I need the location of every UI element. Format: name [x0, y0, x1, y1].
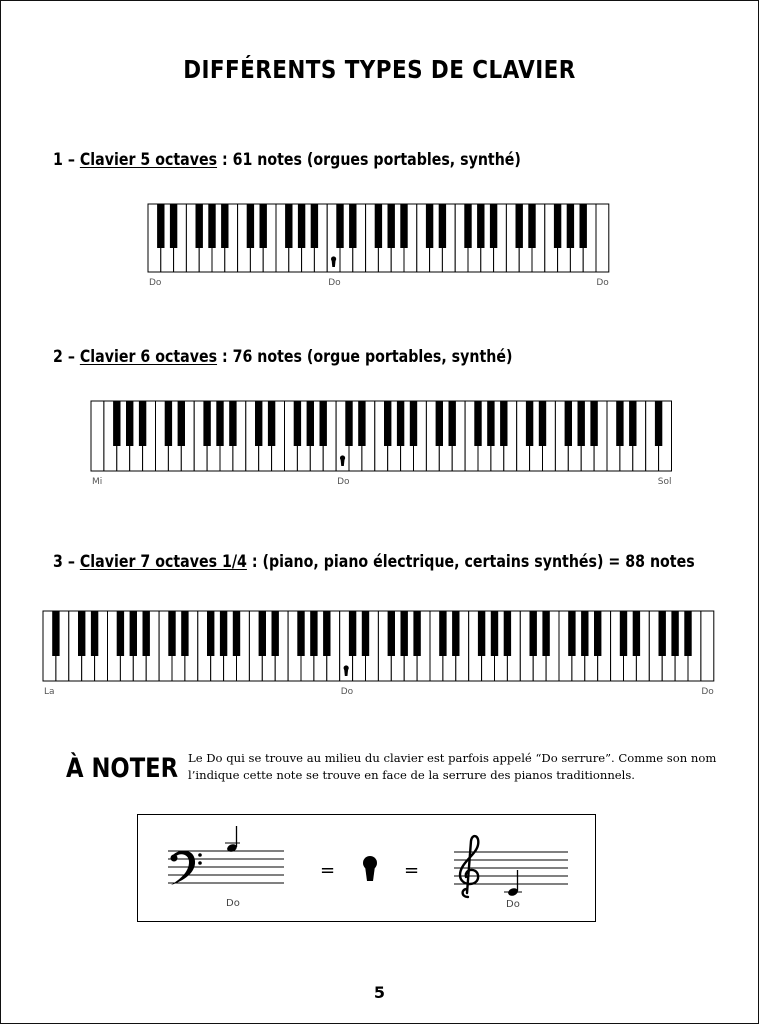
black-key [487, 401, 494, 446]
black-key [181, 611, 188, 656]
black-key [580, 204, 587, 248]
black-key [388, 611, 395, 656]
black-key [565, 401, 572, 446]
black-key [255, 401, 262, 446]
bass-clef-icon [171, 851, 202, 885]
note-title: À NOTER [66, 753, 179, 784]
black-key [568, 611, 575, 656]
black-key [500, 401, 507, 446]
black-key [220, 611, 227, 656]
black-key [285, 204, 292, 248]
keyboard-note-label: La [44, 687, 55, 697]
section-title: Clavier 5 octaves [79, 150, 218, 169]
black-key [311, 204, 318, 248]
section-heading-2 [53, 347, 512, 366]
black-key [477, 204, 484, 248]
black-key [345, 401, 352, 446]
white-key [596, 204, 609, 272]
black-key [413, 611, 420, 656]
black-key [526, 401, 533, 446]
black-key [358, 401, 365, 446]
section-description: : (piano, piano électrique, certains synthés) = 88 notes [246, 552, 695, 571]
bass-staff [168, 851, 284, 883]
keyboard-7-octaves [40, 610, 720, 700]
black-key [113, 401, 120, 446]
black-key [620, 611, 627, 656]
black-key [397, 401, 404, 446]
white-key [91, 401, 104, 471]
page-number: 5 [373, 983, 386, 1002]
black-key [310, 611, 317, 656]
section-number: 1 – [53, 150, 80, 169]
section-title: Clavier 6 octaves [79, 347, 218, 366]
section-description: : 61 notes (orgues portables, synthé) [217, 150, 521, 169]
page-title: DIFFÉRENTS TYPES DE CLAVIER [183, 55, 576, 84]
black-key [388, 204, 395, 248]
bass-note-label: Do [226, 898, 240, 909]
black-key [126, 401, 133, 446]
black-key [168, 611, 175, 656]
keyboard-note-label: Do [340, 687, 354, 697]
section-description: : 76 notes (orgue portables, synthé) [217, 347, 513, 366]
equals-sign: = [320, 860, 336, 881]
keyhole-icon [363, 856, 377, 881]
black-key [449, 401, 456, 446]
black-key [349, 204, 356, 248]
keyboard-note-label: Do [701, 687, 714, 697]
black-key [272, 611, 279, 656]
black-key [464, 204, 471, 248]
black-key [323, 611, 330, 656]
black-key [268, 401, 275, 446]
black-key [178, 401, 185, 446]
black-key [207, 611, 214, 656]
black-key [594, 611, 601, 656]
treble-note-label: Do [506, 899, 520, 910]
black-key [260, 204, 267, 248]
black-key [490, 204, 497, 248]
black-key [52, 611, 59, 656]
black-key [436, 401, 443, 446]
black-key [491, 611, 498, 656]
black-key [400, 204, 407, 248]
black-key [401, 611, 408, 656]
black-key [216, 401, 223, 446]
black-key [221, 204, 228, 248]
black-key [439, 611, 446, 656]
keyboard-6-octaves [88, 400, 676, 490]
equals-sign: = [404, 860, 420, 881]
black-key [208, 204, 215, 248]
keyboard-note-label: Do [337, 477, 350, 487]
black-key [143, 611, 150, 656]
black-key [229, 401, 236, 446]
black-key [233, 611, 240, 656]
black-key [516, 204, 523, 248]
keyboard-note-label: Do [149, 278, 162, 288]
black-key [504, 611, 511, 656]
staff-comparison-box [137, 814, 596, 922]
section-heading-3 [53, 552, 695, 571]
black-key [157, 204, 164, 248]
black-key [259, 611, 266, 656]
black-key [633, 611, 640, 656]
black-key [336, 204, 343, 248]
black-key [298, 204, 305, 248]
black-key [320, 401, 327, 446]
treble-clef-icon [460, 836, 478, 897]
black-key [655, 401, 662, 446]
keyboard-note-label: Sol [657, 477, 672, 487]
keyboard-note-label: Do [596, 278, 609, 288]
black-key [384, 401, 391, 446]
black-key [91, 611, 98, 656]
section-title: Clavier 7 octaves 1/4 [79, 552, 247, 571]
black-key [410, 401, 417, 446]
black-key [117, 611, 124, 656]
black-key [659, 611, 666, 656]
black-key [362, 611, 369, 656]
black-key [478, 611, 485, 656]
black-key [375, 204, 382, 248]
black-key [439, 204, 446, 248]
keyboard-note-label: Do [328, 278, 341, 288]
white-key [701, 611, 714, 681]
black-key [78, 611, 85, 656]
black-key [196, 204, 203, 248]
black-key [452, 611, 459, 656]
section-heading-1 [53, 150, 521, 169]
black-key [581, 611, 588, 656]
black-key [530, 611, 537, 656]
black-key [297, 611, 304, 656]
black-key [616, 401, 623, 446]
black-key [247, 204, 254, 248]
black-key [590, 401, 597, 446]
black-key [542, 611, 549, 656]
note-text: Le Do qui se trouve au milieu du clavier est parfois appelé “Do serrure”. Comme son nom l’indique cette note se trouve en face de la serrure des pianos traditionnels. [188, 751, 717, 782]
section-number: 3 – [53, 552, 80, 571]
black-key [578, 401, 585, 446]
black-key [426, 204, 433, 248]
black-key [307, 401, 314, 446]
black-key [165, 401, 172, 446]
black-key [294, 401, 301, 446]
black-key [139, 401, 146, 446]
bass-note [225, 826, 240, 853]
keyboard-note-label: Mi [92, 477, 103, 487]
black-key [130, 611, 137, 656]
black-key [539, 401, 546, 446]
black-key [567, 204, 574, 248]
section-number: 2 – [53, 347, 80, 366]
black-key [528, 204, 535, 248]
keyboard-5-octaves [145, 203, 615, 291]
black-key [554, 204, 561, 248]
black-key [474, 401, 481, 446]
black-key [684, 611, 691, 656]
black-key [203, 401, 210, 446]
black-key [170, 204, 177, 248]
black-key [349, 611, 356, 656]
black-key [629, 401, 636, 446]
black-key [671, 611, 678, 656]
